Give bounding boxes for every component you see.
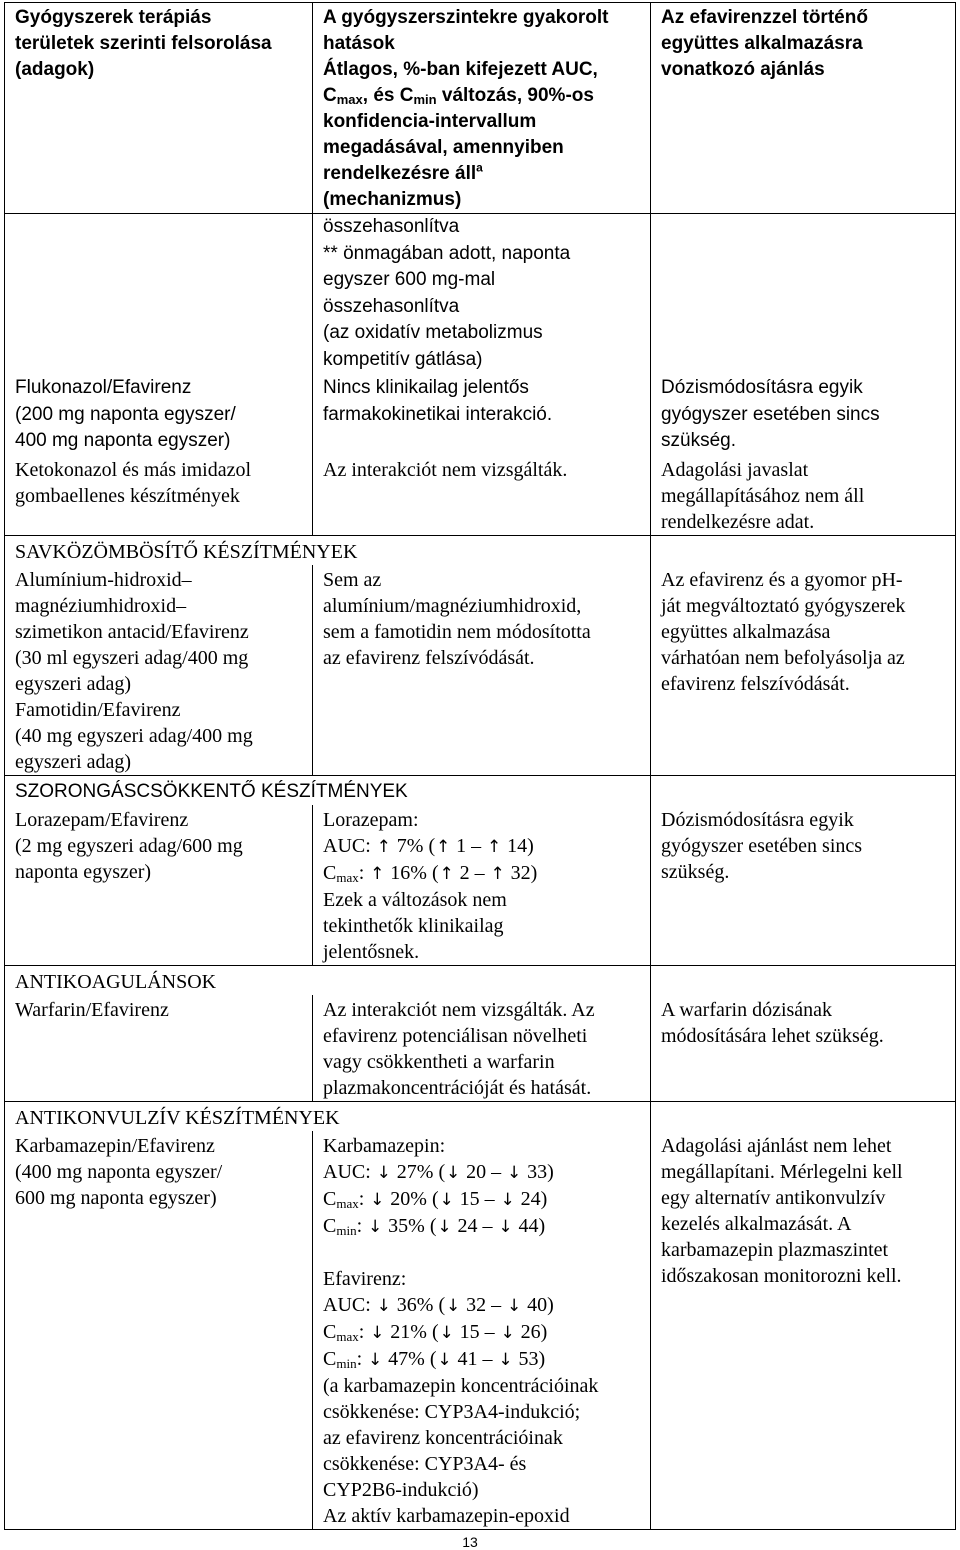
drug-cell: Lorazepam/Efavirenz (2 mg egyszeri adag/600 mg naponta egyszer) xyxy=(5,805,313,966)
drug-cell: Karbamazepin/Efavirenz (400 mg naponta egyszer/ 600 mg naponta egyszer) xyxy=(5,1131,313,1530)
section-row xyxy=(5,965,956,995)
section-row xyxy=(5,1101,956,1131)
interaction-table xyxy=(4,2,956,1530)
effect-cell: Az interakciót nem vizsgálták. xyxy=(313,455,651,536)
effect-cell: Az interakciót nem vizsgálták. Az efavirenz potenciálisan növelheti vagy csökkentheti a warfarin plazmakoncentrációját és hatását. xyxy=(313,995,651,1102)
effect-cell: Karbamazepin: AUC: ↓ 27% (↓ 20 – ↓ 33) $C_{max}$: ↓ 20% (↓ 15 – ↓ 24) $C_{min}$: ↓ 35% (↓ 24 – ↓ 44) Efavirenz: AUC: ↓ 36% (↓ 32 – ↓ 40) $C_{max}$: ↓ 21% (↓ 15 – ↓ 26) $C_{min}$: ↓ 47% (↓ 41 – ↓ 53) (a karbamazepin koncentrációinak csökkenése: CYP3A4-indukció; az efavirenz koncentrációinak csökkenése: CYP3A4- és CYP2B6-indukció) Az aktív karbamazepin-epoxid xyxy=(313,1131,651,1530)
drug-cell: Alumínium-hidroxid– magnéziumhidroxid– szimetikon antacid/Efavirenz (30 ml egyszeri adag/400 mg egyszeri adag) Famotidin/Efavirenz (40 mg egyszeri adag/400 mg egyszeri adag) xyxy=(5,565,313,776)
section-heading: ANTIKONVULZÍV KÉSZÍTMÉNYEK xyxy=(5,1101,651,1131)
recommendation-cell: Dózismódosításra egyik gyógyszer esetében sincs szükség. xyxy=(651,373,956,455)
header-cmax-cmin-line: $C_{max}$, és $C_{min}$ változás, 90%-os xyxy=(323,85,594,107)
table-row xyxy=(5,1131,956,1530)
recommendation-cell: Adagolási javaslat megállapításához nem áll rendelkezésre adat. xyxy=(651,455,956,536)
recommendation-cell: Adagolási ajánlást nem lehet megállapítani. Mérlegelni kell egy alternatív antikonvulzív kezelés alkalmazását. A karbamazepin plazmaszintet időszakosan monitorozni kell. xyxy=(651,1131,956,1530)
recommendation-cell: A warfarin dózisának módosítására lehet szükség. xyxy=(651,995,956,1102)
continuation-row xyxy=(5,214,956,374)
table-row xyxy=(5,455,956,536)
section-row xyxy=(5,775,956,805)
section-heading: SAVKÖZÖMBÖSÍTŐ KÉSZÍTMÉNYEK xyxy=(5,535,651,565)
table-row xyxy=(5,373,956,455)
recommendation-cell: Dózismódosításra egyik gyógyszer esetében sincs szükség. xyxy=(651,805,956,966)
recommendation-cell: Az efavirenz és a gyomor pH- ját megváltoztató gyógyszerek együttes alkalmazása várhatóan nem befolyásolja az efavirenz felszívódását. xyxy=(651,565,956,776)
effect-cell: Sem az alumínium/magnéziumhidroxid, sem a famotidin nem módosította az efavirenz felszívódását. xyxy=(313,565,651,776)
header-col2: A gyógyszerszintekre gyakorolt hatások Átlagos, %-ban kifejezett AUC, $C_{max}$, és $C_{min}$ változás, 90%-os konfidencia-intervallum megadásával, amennyiben rendelkezésre áll$^a$ (mechanizmus) xyxy=(313,3,651,214)
header-row xyxy=(5,3,956,214)
header-col1: Gyógyszerek terápiás területek szerinti felsorolása (adagok) xyxy=(5,3,313,214)
table-row xyxy=(5,805,956,966)
drug-cell: Ketokonazol és más imidazol gombaellenes készítmények xyxy=(5,455,313,536)
header-col3: Az efavirenzzel történő együttes alkalmazásra vonatkozó ajánlás xyxy=(651,3,956,214)
section-heading: SZORONGÁSCSÖKKENTŐ KÉSZÍTMÉNYEK xyxy=(5,775,651,805)
drug-cell: Flukonazol/Efavirenz (200 mg naponta egyszer/ 400 mg naponta egyszer) xyxy=(5,373,313,455)
section-row xyxy=(5,535,956,565)
table-row xyxy=(5,995,956,1102)
continuation-text: összehasonlítva ** önmagában adott, naponta egyszer 600 mg-mal összehasonlítva (az oxidatív metabolizmus kompetitív gátlása) xyxy=(313,214,651,374)
drug-cell: Warfarin/Efavirenz xyxy=(5,995,313,1102)
effect-cell: Nincs klinikailag jelentős farmakokinetikai interakció. xyxy=(313,373,651,455)
page-number: 13 xyxy=(462,1534,478,1550)
table-row xyxy=(5,565,956,776)
section-heading: ANTIKOAGULÁNSOK xyxy=(5,965,651,995)
effect-cell: Lorazepam: AUC: ↑ 7% (↑ 1 – ↑ 14) $C_{max}$: ↑ 16% (↑ 2 – ↑ 32) Ezek a változások nem tekinthetők klinikailag jelentősnek. xyxy=(313,805,651,966)
